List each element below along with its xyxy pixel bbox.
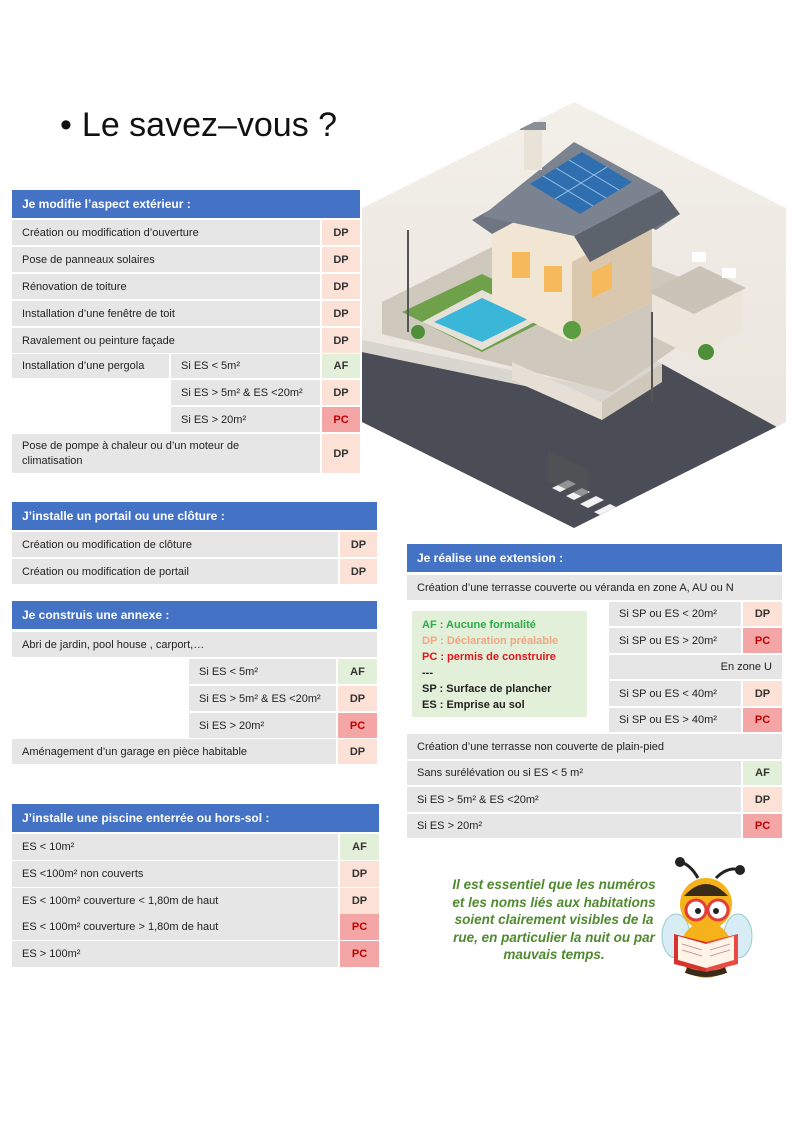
code-badge: DP	[340, 559, 377, 584]
annex-condition: Si ES < 5m²	[189, 659, 336, 684]
table-row: Abri de jardin, pool house , carport,…	[12, 632, 377, 657]
code-badge: DP	[322, 328, 360, 353]
table-row: Si ES > 5m² & ES <20m²	[407, 787, 741, 812]
extension-condition: Si SP ou ES < 40m²	[609, 681, 741, 706]
code-badge: PC	[340, 941, 379, 967]
table-row: Ravalement ou peinture façade	[12, 328, 320, 353]
table-row: Aménagement d’un garage en pièce habitable	[12, 739, 336, 764]
pergola-condition: Si ES > 20m²	[171, 407, 320, 432]
legend-dp: DP : Déclaration préalable	[422, 635, 559, 647]
code-badge: AF	[743, 761, 782, 785]
code-badge: DP	[322, 220, 360, 245]
legend-es: ES : Emprise au sol	[422, 699, 525, 711]
legend-separator: ---	[422, 667, 433, 679]
table-row: Installation d’une fenêtre de toit	[12, 301, 320, 326]
code-badge: DP	[743, 602, 782, 626]
code-badge: PC	[338, 713, 377, 738]
code-badge: PC	[743, 814, 782, 838]
table-row: Création ou modification d’ouverture	[12, 220, 320, 245]
legend-sp: SP : Surface de plancher	[422, 683, 552, 695]
table-row: Sans surélévation ou si ES < 5 m²	[407, 761, 741, 785]
table-row: ES > 100m²	[12, 941, 338, 967]
code-badge: DP	[743, 681, 782, 706]
code-badge: PC	[322, 407, 360, 432]
table-row: ES < 100m² couverture > 1,80m de haut	[12, 914, 338, 940]
code-badge: DP	[340, 532, 377, 557]
legend-af: AF : Aucune formalité	[422, 619, 536, 631]
pergola-condition: Si ES > 5m² & ES <20m²	[171, 380, 320, 405]
annex-header: Je construis une annexe :	[12, 601, 377, 629]
code-badge: DP	[338, 739, 377, 764]
exterior-header: Je modifie l’aspect extérieur :	[12, 190, 360, 218]
extension-condition: Si SP ou ES < 20m²	[609, 602, 741, 626]
code-badge: DP	[743, 787, 782, 812]
code-badge: PC	[743, 708, 782, 732]
pergola-label: Installation d’une pergola	[12, 354, 169, 378]
bullet-icon: •	[60, 106, 72, 144]
extension-condition: Si SP ou ES > 20m²	[609, 628, 741, 653]
table-row: ES < 10m²	[12, 834, 338, 860]
code-badge: AF	[322, 354, 360, 378]
table-row: Rénovation de toiture	[12, 274, 320, 299]
code-badge: DP	[322, 247, 360, 272]
legend-pc: PC : permis de construire	[422, 651, 556, 663]
code-badge: DP	[322, 434, 360, 473]
extension-condition: Si SP ou ES > 40m²	[609, 708, 741, 732]
code-badge: DP	[322, 301, 360, 326]
code-badge: PC	[743, 628, 782, 653]
code-badge: DP	[322, 274, 360, 299]
house-illustration	[362, 102, 786, 528]
extension-header: Je réalise une extension :	[407, 544, 782, 572]
pool-header: J’installe une piscine enterrée ou hors-sol :	[12, 804, 379, 832]
code-badge: DP	[322, 380, 360, 405]
code-badge: AF	[338, 659, 377, 684]
table-row: Création ou modification de portail	[12, 559, 338, 584]
bee-mascot-icon	[658, 856, 754, 986]
page-title	[60, 106, 337, 145]
annex-condition: Si ES > 20m²	[189, 713, 336, 738]
table-row: Si ES > 20m²	[407, 814, 741, 838]
code-badge: DP	[340, 888, 379, 914]
code-badge: DP	[338, 686, 377, 711]
table-row: Création d’une terrasse couverte ou véranda en zone A, AU ou N	[407, 575, 782, 600]
table-row: Création d’une terrasse non couverte de plain-pied	[407, 734, 782, 759]
code-badge: AF	[340, 834, 379, 860]
table-row: ES <100m² non couverts	[12, 861, 338, 887]
legend-box	[412, 611, 587, 717]
pergola-condition: Si ES < 5m²	[171, 354, 320, 378]
page-title-text: Le savez–vous ?	[81, 106, 338, 144]
annex-condition: Si ES > 5m² & ES <20m²	[189, 686, 336, 711]
table-row: ES < 100m² couverture < 1,80m de haut	[12, 888, 338, 914]
gate-header: J’installe un portail ou une clôture :	[12, 502, 377, 530]
visibility-note: Il est essentiel que les numéros et les noms liés aux habitations soient clairement visibles de la rue, en particulier la nuit ou par mauvais temps.	[452, 877, 656, 962]
code-badge: DP	[340, 861, 379, 887]
table-row: Pose de pompe à chaleur ou d’un moteur de climatisation	[12, 434, 320, 473]
table-row: Création ou modification de clôture	[12, 532, 338, 557]
zone-u-label: En zone U	[609, 655, 782, 679]
table-row: Pose de panneaux solaires	[12, 247, 320, 272]
code-badge: PC	[340, 914, 379, 940]
